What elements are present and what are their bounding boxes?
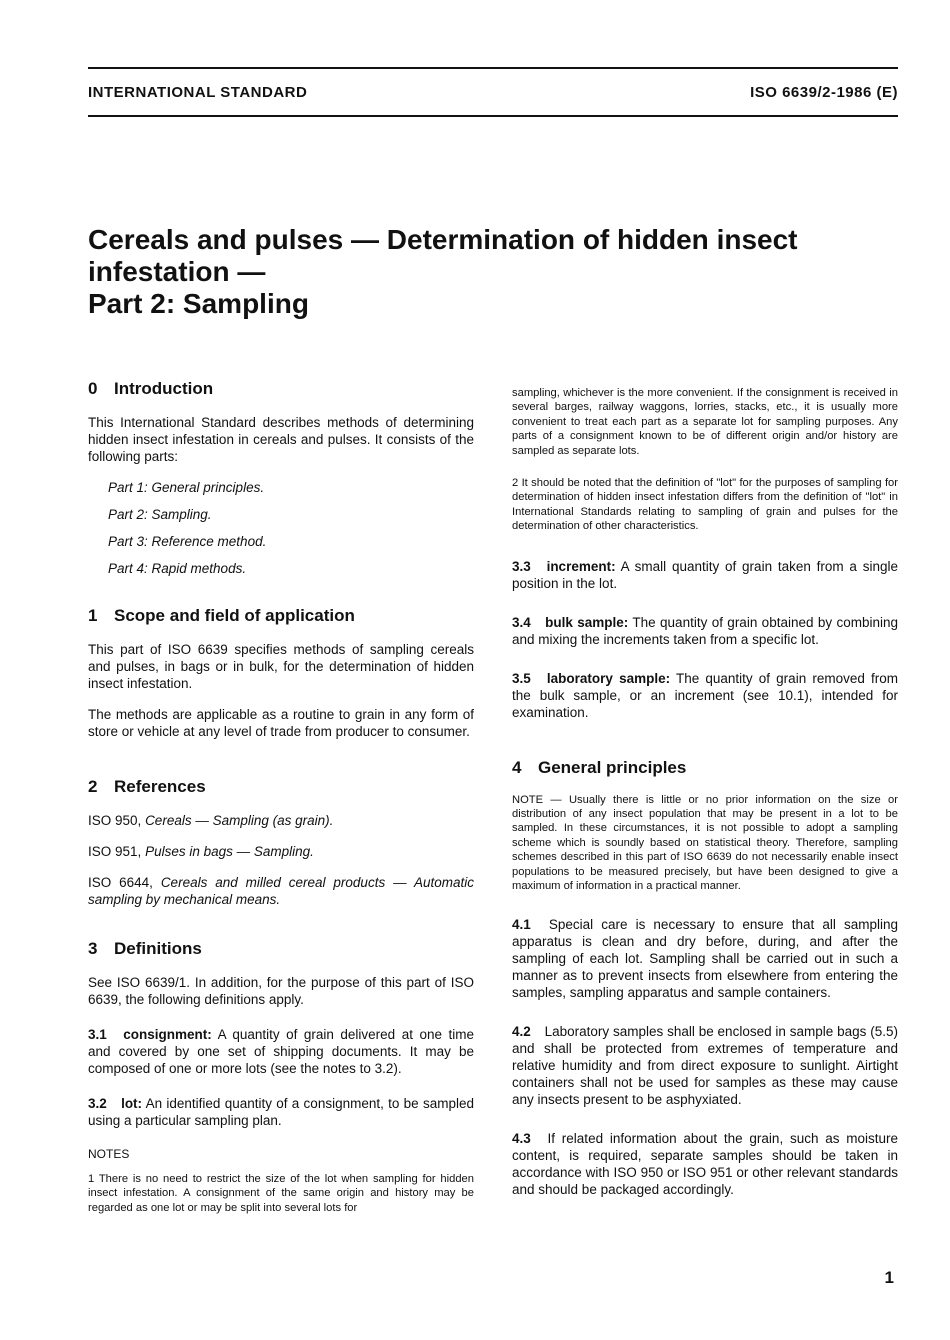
clause-text: Laboratory samples shall be enclosed in sample bags (5.5) and shall be protected from extremes of temperature and relative humidity and from direct exposure to sunlight. Airtight containers shall not be used for samples as these may cause any insects present to be asphyxiated. (512, 1023, 898, 1107)
part-item: Part 3: Reference method. (108, 534, 267, 549)
note-1: 1 There is no need to restrict the size of the lot when sampling for hidden insect infestation. A consignment of the same origin and history may be regarded as one lot or may be split into several lots for (88, 1173, 474, 1214)
reference-code: ISO 6644, (88, 875, 153, 890)
definition-term: consignment: (123, 1027, 212, 1042)
title-line-2: infestation — (88, 256, 266, 287)
section-0-heading (88, 378, 474, 400)
definition-text: A quantity of grain delivered at one time and covered by one set of shipping documents. It may be composed of one or more lots (see the notes to 3.2). (88, 1027, 474, 1076)
clause-number: 3.5 (512, 670, 531, 686)
title-line-1: Cereals and pulses — Determination of hidden insect (88, 224, 798, 255)
part-item: Part 1: General principles. (108, 480, 265, 495)
definition-increment (512, 558, 898, 592)
page-number: 1 (884, 1268, 894, 1287)
definition-bulk-sample (512, 614, 898, 648)
definition-term: lot: (121, 1096, 143, 1111)
definition-term: increment: (546, 558, 616, 574)
note-2: 2 It should be noted that the definition of "lot" for the purposes of sampling for determination of hidden insect infestation differs from the definition of "lot" in International Standards relating to sampling of grain and pulses for the determination of other characteristics. (512, 477, 898, 533)
section-title: References (114, 777, 206, 796)
standard-number: ISO 6639/2-1986 (E) (750, 84, 898, 101)
definition-term: bulk sample: (545, 614, 629, 630)
part-item: Part 2: Sampling. (108, 507, 212, 522)
reference-title: Cereals — Sampling (as grain). (145, 813, 334, 828)
standard-type-label: INTERNATIONAL STANDARD (88, 84, 308, 101)
notes-heading: NOTES (88, 1147, 130, 1161)
document-title (88, 224, 888, 320)
header-bottom-rule (88, 115, 898, 117)
definition-text: The quantity of grain obtained by combining and mixing the increments taken from a specific lot. (512, 614, 898, 647)
section-4-heading (512, 757, 898, 779)
reference-item (88, 874, 474, 908)
clause-number: 4.1 (512, 916, 531, 932)
definition-term: laboratory sample: (546, 670, 671, 686)
parts-list (88, 479, 474, 577)
section-number: 0 (88, 379, 98, 398)
clause-number: 3.4 (512, 614, 531, 630)
section-title: General principles (538, 757, 687, 777)
clause-4-2 (512, 1023, 898, 1108)
definition-text: The quantity of grain removed from the bulk sample, or an increment (see 10.1), intended for examination. (512, 670, 898, 720)
reference-title: Cereals and milled cereal products — Automatic sampling by mechanical means. (88, 875, 474, 907)
clause-number: 3.1 (88, 1027, 107, 1042)
definition-consignment (88, 1026, 474, 1077)
clause-number: 4.3 (512, 1130, 531, 1146)
general-principles-note: NOTE — Usually there is little or no prior information on the size or distribution of any insect population that may be present in a lot to be sampled. In these circumstances, it is not possible to adopt a sampling scheme which is soundly based on statistical theory. Therefore, sampling schemes described in this part of ISO 6639 do not necessarily enable insect populations to be measured precisely, but have been designed to give a maximum of information in a practical manner. (512, 793, 898, 893)
section-number: 4 (512, 757, 522, 777)
definition-text: A small quantity of grain taken from a single position in the lot. (512, 558, 898, 591)
clause-4-3 (512, 1130, 898, 1198)
clause-4-1 (512, 916, 898, 1001)
section-1-heading (88, 605, 474, 627)
section-title: Introduction (114, 379, 214, 398)
section-2-heading (88, 776, 474, 798)
section-3-heading (88, 938, 474, 960)
clause-number: 3.3 (512, 558, 531, 574)
clause-number: 3.2 (88, 1096, 107, 1111)
reference-title: Pulses in bags — Sampling. (145, 844, 314, 859)
header-top-rule (88, 67, 898, 69)
definition-laboratory-sample (512, 670, 898, 721)
right-column (512, 386, 898, 1212)
definition-text: An identified quantity of a consignment, to be sampled using a particular sampling plan. (88, 1096, 474, 1128)
clause-text: Special care is necessary to ensure that all sampling apparatus is clean and dry before, during, and after the sampling of each lot. Sampling shall be carried out in such a manner as to prevent insects from elsewhere from entering the samples, sampling apparatus and sample containers. (512, 916, 898, 1000)
definitions-intro: See ISO 6639/1. In addition, for the purpose of this part of ISO 6639, the following definitions apply. (88, 975, 474, 1007)
note-1-continued: sampling, whichever is the more convenient. If the consignment is received in several barges, railway waggons, lorries, stacks, etc., it is usually more convenient to treat each part as a separate lot for sampling purposes. Any parts of a consignment known to be of different origin and/or history are sampled as separate lots. (512, 387, 898, 457)
section-number: 3 (88, 939, 98, 958)
reference-code: ISO 950, (88, 813, 142, 828)
clause-number: 4.2 (512, 1023, 531, 1039)
reference-code: ISO 951, (88, 844, 142, 859)
clause-text: If related information about the grain, such as moisture content, is required, separate samples should be taken in accordance with ISO 950 or ISO 951 or other relevant standards and should be packaged accordingly. (512, 1130, 898, 1197)
title-line-3: Part 2: Sampling (88, 288, 309, 319)
definition-lot (88, 1095, 474, 1129)
scope-paragraph-1: This part of ISO 6639 specifies methods of sampling cereals and pulses, in bags or in bulk, for the determination of hidden insect infestation. (88, 642, 474, 691)
left-column (88, 378, 474, 1227)
reference-item (88, 812, 474, 829)
section-number: 2 (88, 777, 98, 796)
reference-item (88, 843, 474, 860)
part-item: Part 4: Rapid methods. (108, 561, 247, 576)
section-number: 1 (88, 606, 98, 625)
section-title: Definitions (114, 939, 202, 958)
section-title: Scope and field of application (114, 606, 355, 625)
scope-paragraph-2: The methods are applicable as a routine to grain in any form of store or vehicle at any level of trade from producer to consumer. (88, 707, 474, 739)
introduction-paragraph: This International Standard describes methods of determining hidden insect infestation in cereals and pulses. It consists of the following parts: (88, 415, 474, 464)
